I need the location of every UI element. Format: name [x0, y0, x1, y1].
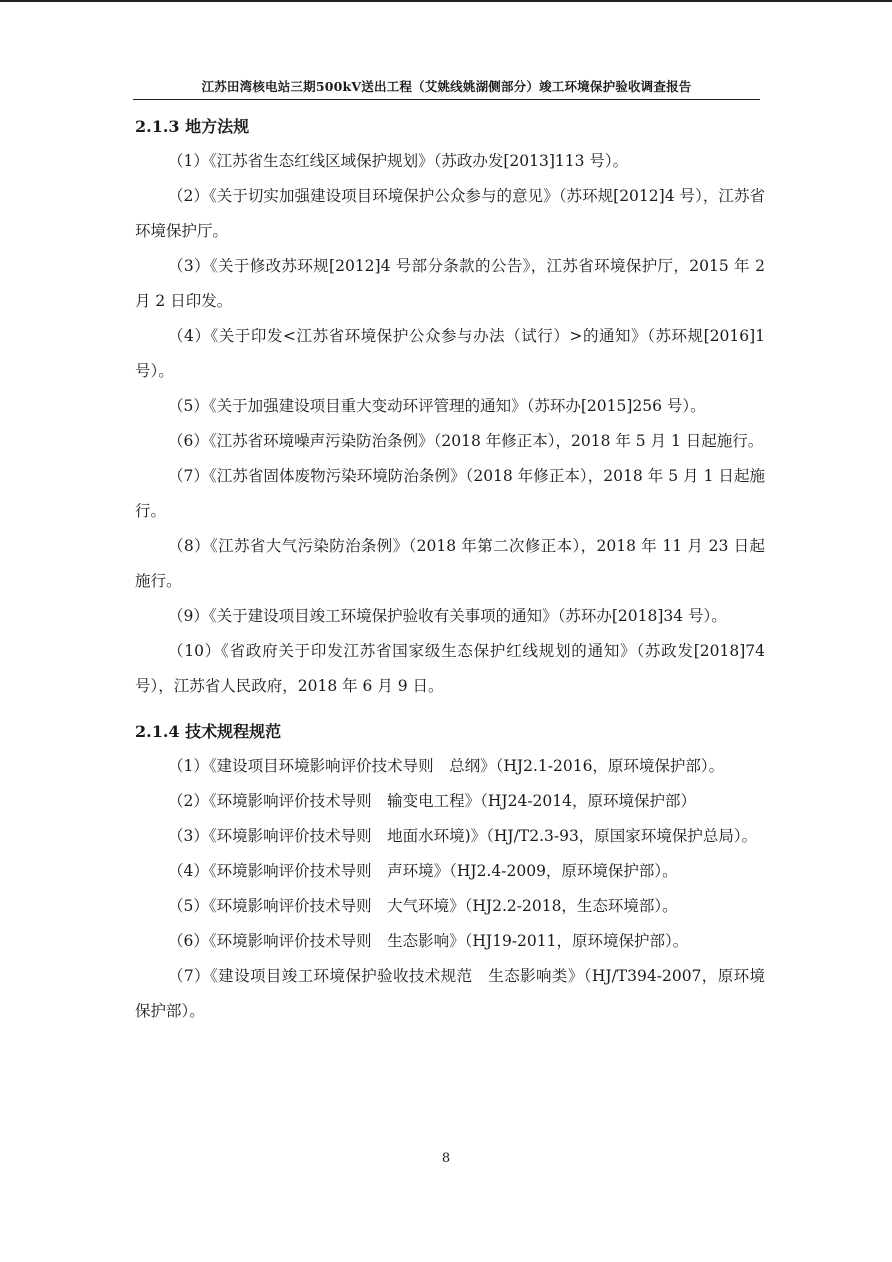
page-number: 8 [441, 1151, 451, 1166]
running-header: 江苏田湾核电站三期500kV送出工程（艾姚线姚湖侧部分）竣工环境保护验收调查报告 [201, 79, 692, 94]
list-item: （4）《环境影响评价技术导则 声环境》（HJ2.4-2009，原环境保护部）。 [168, 862, 678, 880]
top-border-line [0, 0, 892, 2]
list-item: （7）《建设项目竣工环境保护验收技术规范 生态影响类》（HJ/T394-2007，原环境保护部）。 [135, 967, 765, 1020]
list-item: （2）《关于切实加强建设项目环境保护公众参与的意见》（苏环规[2012]4 号），江苏省环境保护厅。 [135, 187, 765, 240]
list-item: （3）《环境影响评价技术导则 地面水环境)》（HJ/T2.3-93，原国家环境保护总局）。 [168, 827, 758, 845]
list-item: （5）《关于加强建设项目重大变动环评管理的通知》（苏环办[2015]256 号）。 [168, 397, 706, 415]
list-item: （6）《环境影响评价技术导则 生态影响》（HJ19-2011，原环境保护部）。 [168, 932, 689, 950]
list-item: （1）《江苏省生态红线区域保护规划》（苏政办发[2013]113 号）。 [168, 152, 629, 170]
list-item: （7）《江苏省固体废物污染环境防治条例》（2018 年修正本），2018 年 5 月 1 日起施行。 [135, 467, 765, 520]
header-divider [133, 99, 760, 100]
page-body [135, 109, 765, 1029]
section-heading-technical-specifications: 2.1.4 技术规程规范 [135, 722, 282, 741]
list-item: （9）《关于建设项目竣工环境保护验收有关事项的通知》（苏环办[2018]34 号）。 [168, 607, 727, 625]
list-item: （3）《关于修改苏环规[2012]4 号部分条款的公告》，江苏省环境保护厅，2015 年 2 月 2 日印发。 [135, 257, 765, 310]
section-heading-local-regulations: 2.1.3 地方法规 [135, 117, 250, 136]
list-item: （1）《建设项目环境影响评价技术导则 总纲》（HJ2.1-2016，原环境保护部）。 [168, 757, 725, 775]
list-item: （8）《江苏省大气污染防治条例》（2018 年第二次修正本），2018 年 11 月 23 日起施行。 [135, 537, 765, 590]
list-item: （2）《环境影响评价技术导则 输变电工程》（HJ24-2014，原环境保护部） [168, 792, 697, 810]
list-item: （4）《关于印发<江苏省环境保护公众参与办法（试行）>的通知》（苏环规[2016]1 号）。 [135, 327, 765, 380]
list-item: （5）《环境影响评价技术导则 大气环境》（HJ2.2-2018，生态环境部）。 [168, 897, 678, 915]
list-item: （10）《省政府关于印发江苏省国家级生态保护红线规划的通知》（苏政发[2018]74 号），江苏省人民政府，2018 年 6 月 9 日。 [135, 642, 765, 695]
list-item: （6）《江苏省环境噪声污染防治条例》（2018 年修正本），2018 年 5 月 1 日起施行。 [168, 432, 764, 450]
